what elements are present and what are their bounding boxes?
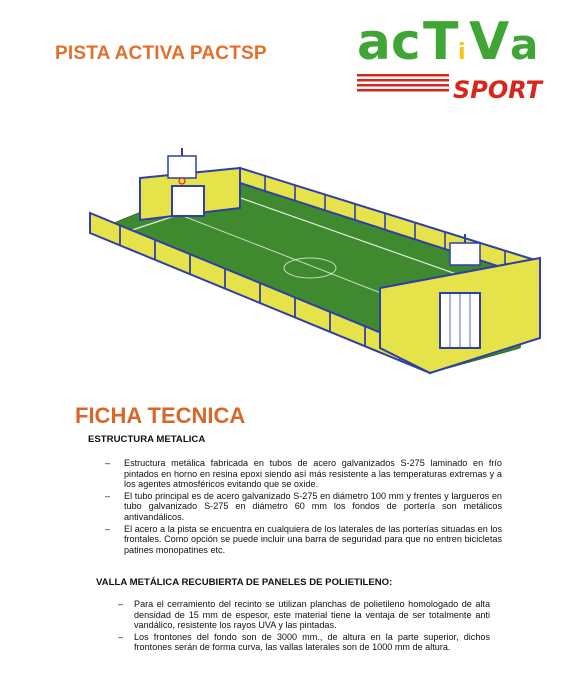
list-item: – El tubo principal es de acero galvanizado S-275 en diámetro 100 mm y frentes y largueros en tubo galvanizado S-275 en diámetro 60 mm los fondos de portería son metálicos antivandálicos. (105, 490, 502, 522)
logo-letter: V (469, 14, 510, 72)
page-title: PISTA ACTIVA PACTSP (55, 43, 267, 64)
bullet-dash: – (105, 490, 111, 501)
list-item: – Estructura metálica fabricada en tubos de acero galvanizados S-275 laminado en frío pintados en horno en resina epoxi siendo así más resistente a las temperaturas extremas y a los agentes atmosféricos evitando que se oxide. (105, 458, 502, 490)
logo-letter: c (391, 14, 421, 71)
subheading-valla: VALLA METÁLICA RECUBIERTA DE PANELES DE POLIETILENO: (96, 577, 393, 588)
estructura-list (105, 458, 502, 556)
valla-list (118, 599, 490, 654)
section-heading: FICHA TECNICA (75, 403, 246, 428)
logo-letter: a (357, 14, 391, 71)
subheading-estructura: ESTRUCTURA METALICA (88, 434, 206, 445)
list-item: – El acero a la pista se encuentra en cualquiera de los laterales de las porterías situadas en los frontales. Como opción se puede incluir una barra de seguridad para que no entren bicicletas patines monopatines etc. (105, 523, 502, 555)
logo-letter: a (510, 20, 539, 69)
logo-sport-text: SPORT (453, 76, 543, 104)
activa-sport-logo (355, 14, 560, 106)
bullet-dash: – (105, 523, 111, 534)
list-item: – Para el cerramiento del recinto se utilizan planchas de polietileno homologado de alta densidad de 15 mm de espesor, este material tiene la ventaja de ser totalmente anti vandálico, resistente los rayos UVA y las pintadas. (118, 599, 490, 631)
list-item: – Los frontones del fondo son de 3000 mm., de altura en la parte superior, dichos frontones serán de forma curva, las vallas laterales son de 1000 mm de altura. (118, 631, 490, 653)
logo-letter: i (458, 40, 466, 65)
multisport-court-image (80, 148, 550, 388)
logo-stripes (357, 74, 449, 92)
logo-letter: T (423, 14, 459, 72)
bullet-dash: – (118, 599, 124, 609)
bullet-dash: – (118, 631, 124, 642)
bullet-dash: – (105, 458, 111, 468)
